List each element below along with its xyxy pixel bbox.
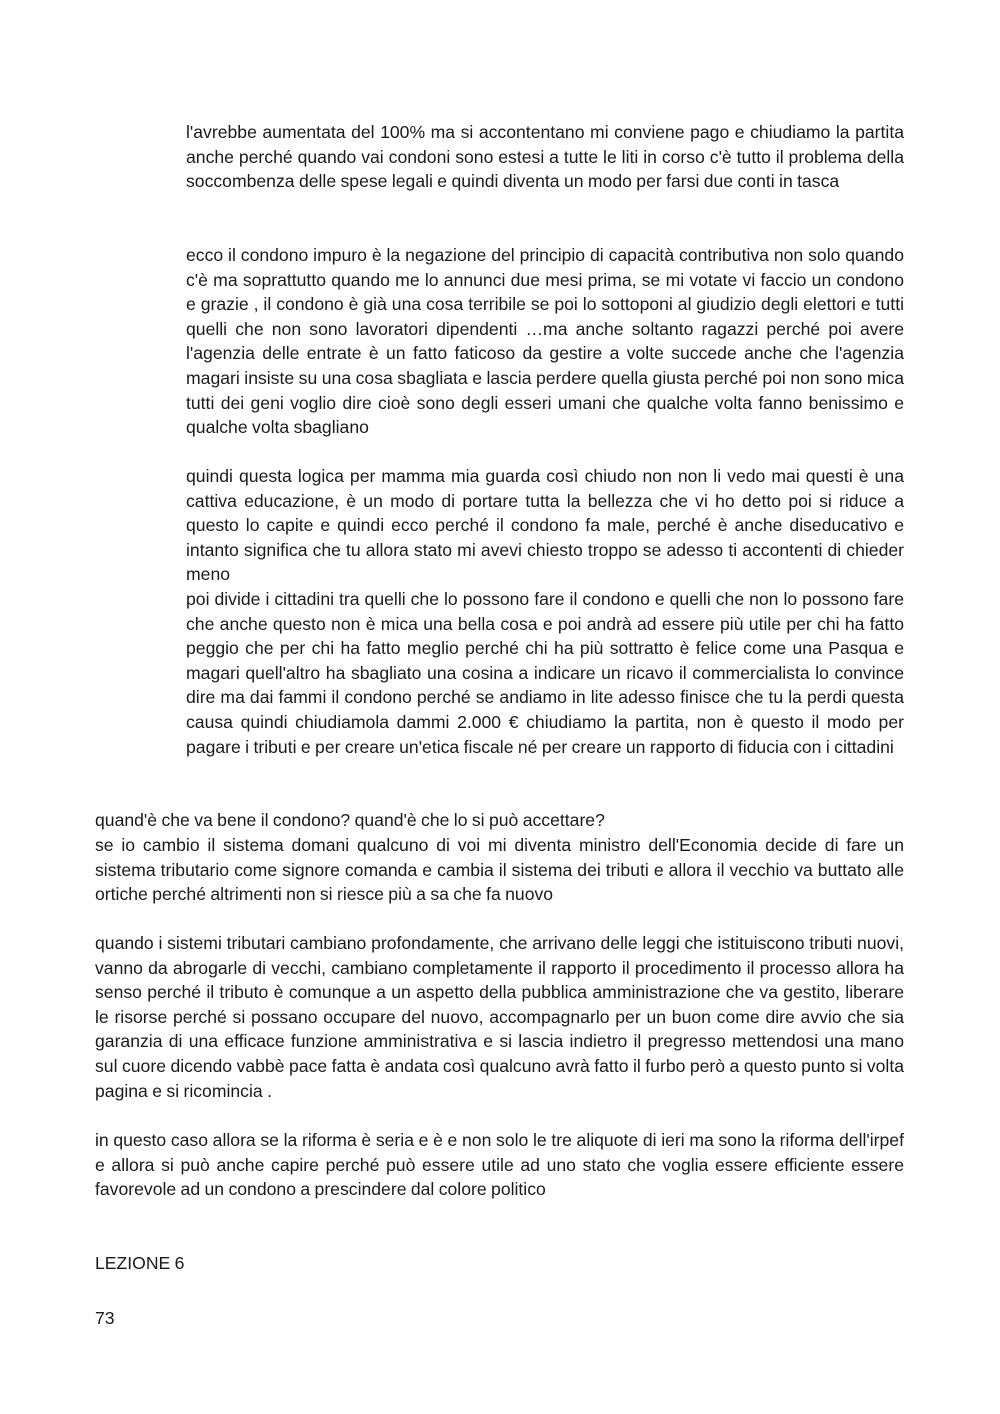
paragraph-4: poi divide i cittadini tra quelli che lo possono fare il condono e quelli che non lo possono fare che anche questo non è mica una bella cosa e poi andrà ad essere più utile per chi ha fatto peggio che per chi ha fatto meglio perché chi ha più sottratto è felice come una Pasqua e magari quell'altro ha sbagliato una cosina a indicare un ricavo il commercialista lo convince dire ma dai fammi il condono perché se andiamo in lite adesso finisce che tu la perdi questa causa quindi chiudiamola dammi 2.000 € chiudiamo la partita, non è questo il modo per pagare i tributi e per creare un'etica fiscale né per creare un rapporto di fiducia con i cittadini [186,589,904,757]
lesson-heading: LEZIONE 6 [95,1253,185,1273]
paragraph-8: in questo caso allora se la riforma è seria e è e non solo le tre aliquote di ieri ma sono la riforma dell'irpef e allora si può anche capire perché può essere utile ad uno stato che voglia essere efficiente essere favorevole ad un condono a prescindere dal colore politico [95,1130,904,1200]
paragraph-3: quindi questa logica per mamma mia guarda così chiudo non non li vedo mai questi è una cattiva educazione, è un modo di portare tutta la bellezza che vi ho detto poi si riduce a questo lo capite e quindi ecco perché il condono fa male, perché è anche diseducativo e intanto significa che tu allora stato mi avevi chiesto troppo se adesso ti accontenti di chieder meno [186,466,904,585]
paragraph-2: ecco il condono impuro è la negazione del principio di capacità contributiva non solo quando c'è ma soprattutto quando me lo annunci due mesi prima, se mi votate vi faccio un condono e grazie , il condono è già una cosa terribile se poi lo sottoponi al giudizio degli elettori e tutti quelli che non sono lavoratori dipendenti …ma anche soltanto ragazzi perché poi avere l'agenzia delle entrate è un fatto faticoso da gestire a volte succede anche che l'agenzia magari insiste su una cosa sbagliata e lascia perdere quella giusta perché poi non sono mica tutti dei geni voglio dire cioè sono degli esseri umani che qualche volta fanno benissimo e qualche volta sbagliano [186,245,904,438]
paragraph-1: l'avrebbe aumentata del 100% ma si accontentano mi conviene pago e chiudiamo la partita anche perché quando vai condoni sono estesi a tutte le liti in corso c'è tutto il problema della soccombenza delle spese legali e quindi diventa un modo per farsi due conti in tasca [186,122,904,192]
paragraph-7: quando i sistemi tributari cambiano profondamente, che arrivano delle leggi che istituiscono tributi nuovi, vanno da abrogarle di vecchi, cambiano completamente il rapporto il procedimento il processo allora ha senso perché il tributo è comunque a un aspetto della pubblica amministrazione che va gestito, liberare le risorse perché si possano occupare del nuovo, accompagnarlo per un buon come dire avvio che sia garanzia di una efficace funzione amministrativa e si lascia indietro il pregresso mettendosi una mano sul cuore dicendo vabbè pace fatta è andata così qualcuno avrà fatto il furbo però a questo punto si volta pagina e si ricomincia . [95,933,904,1101]
page-number: 73 [95,1308,115,1328]
paragraph-6: se io cambio il sistema domani qualcuno di voi mi diventa ministro dell'Economia decide di fare un sistema tributario come signore comanda e cambia il sistema dei tributi e allora il vecchio va buttato alle ortiche perché altrimenti non si riesce più a sa che fa nuovo [95,835,904,905]
paragraph-5: quand'è che va bene il condono? quand'è che lo si può accettare? [95,810,605,830]
